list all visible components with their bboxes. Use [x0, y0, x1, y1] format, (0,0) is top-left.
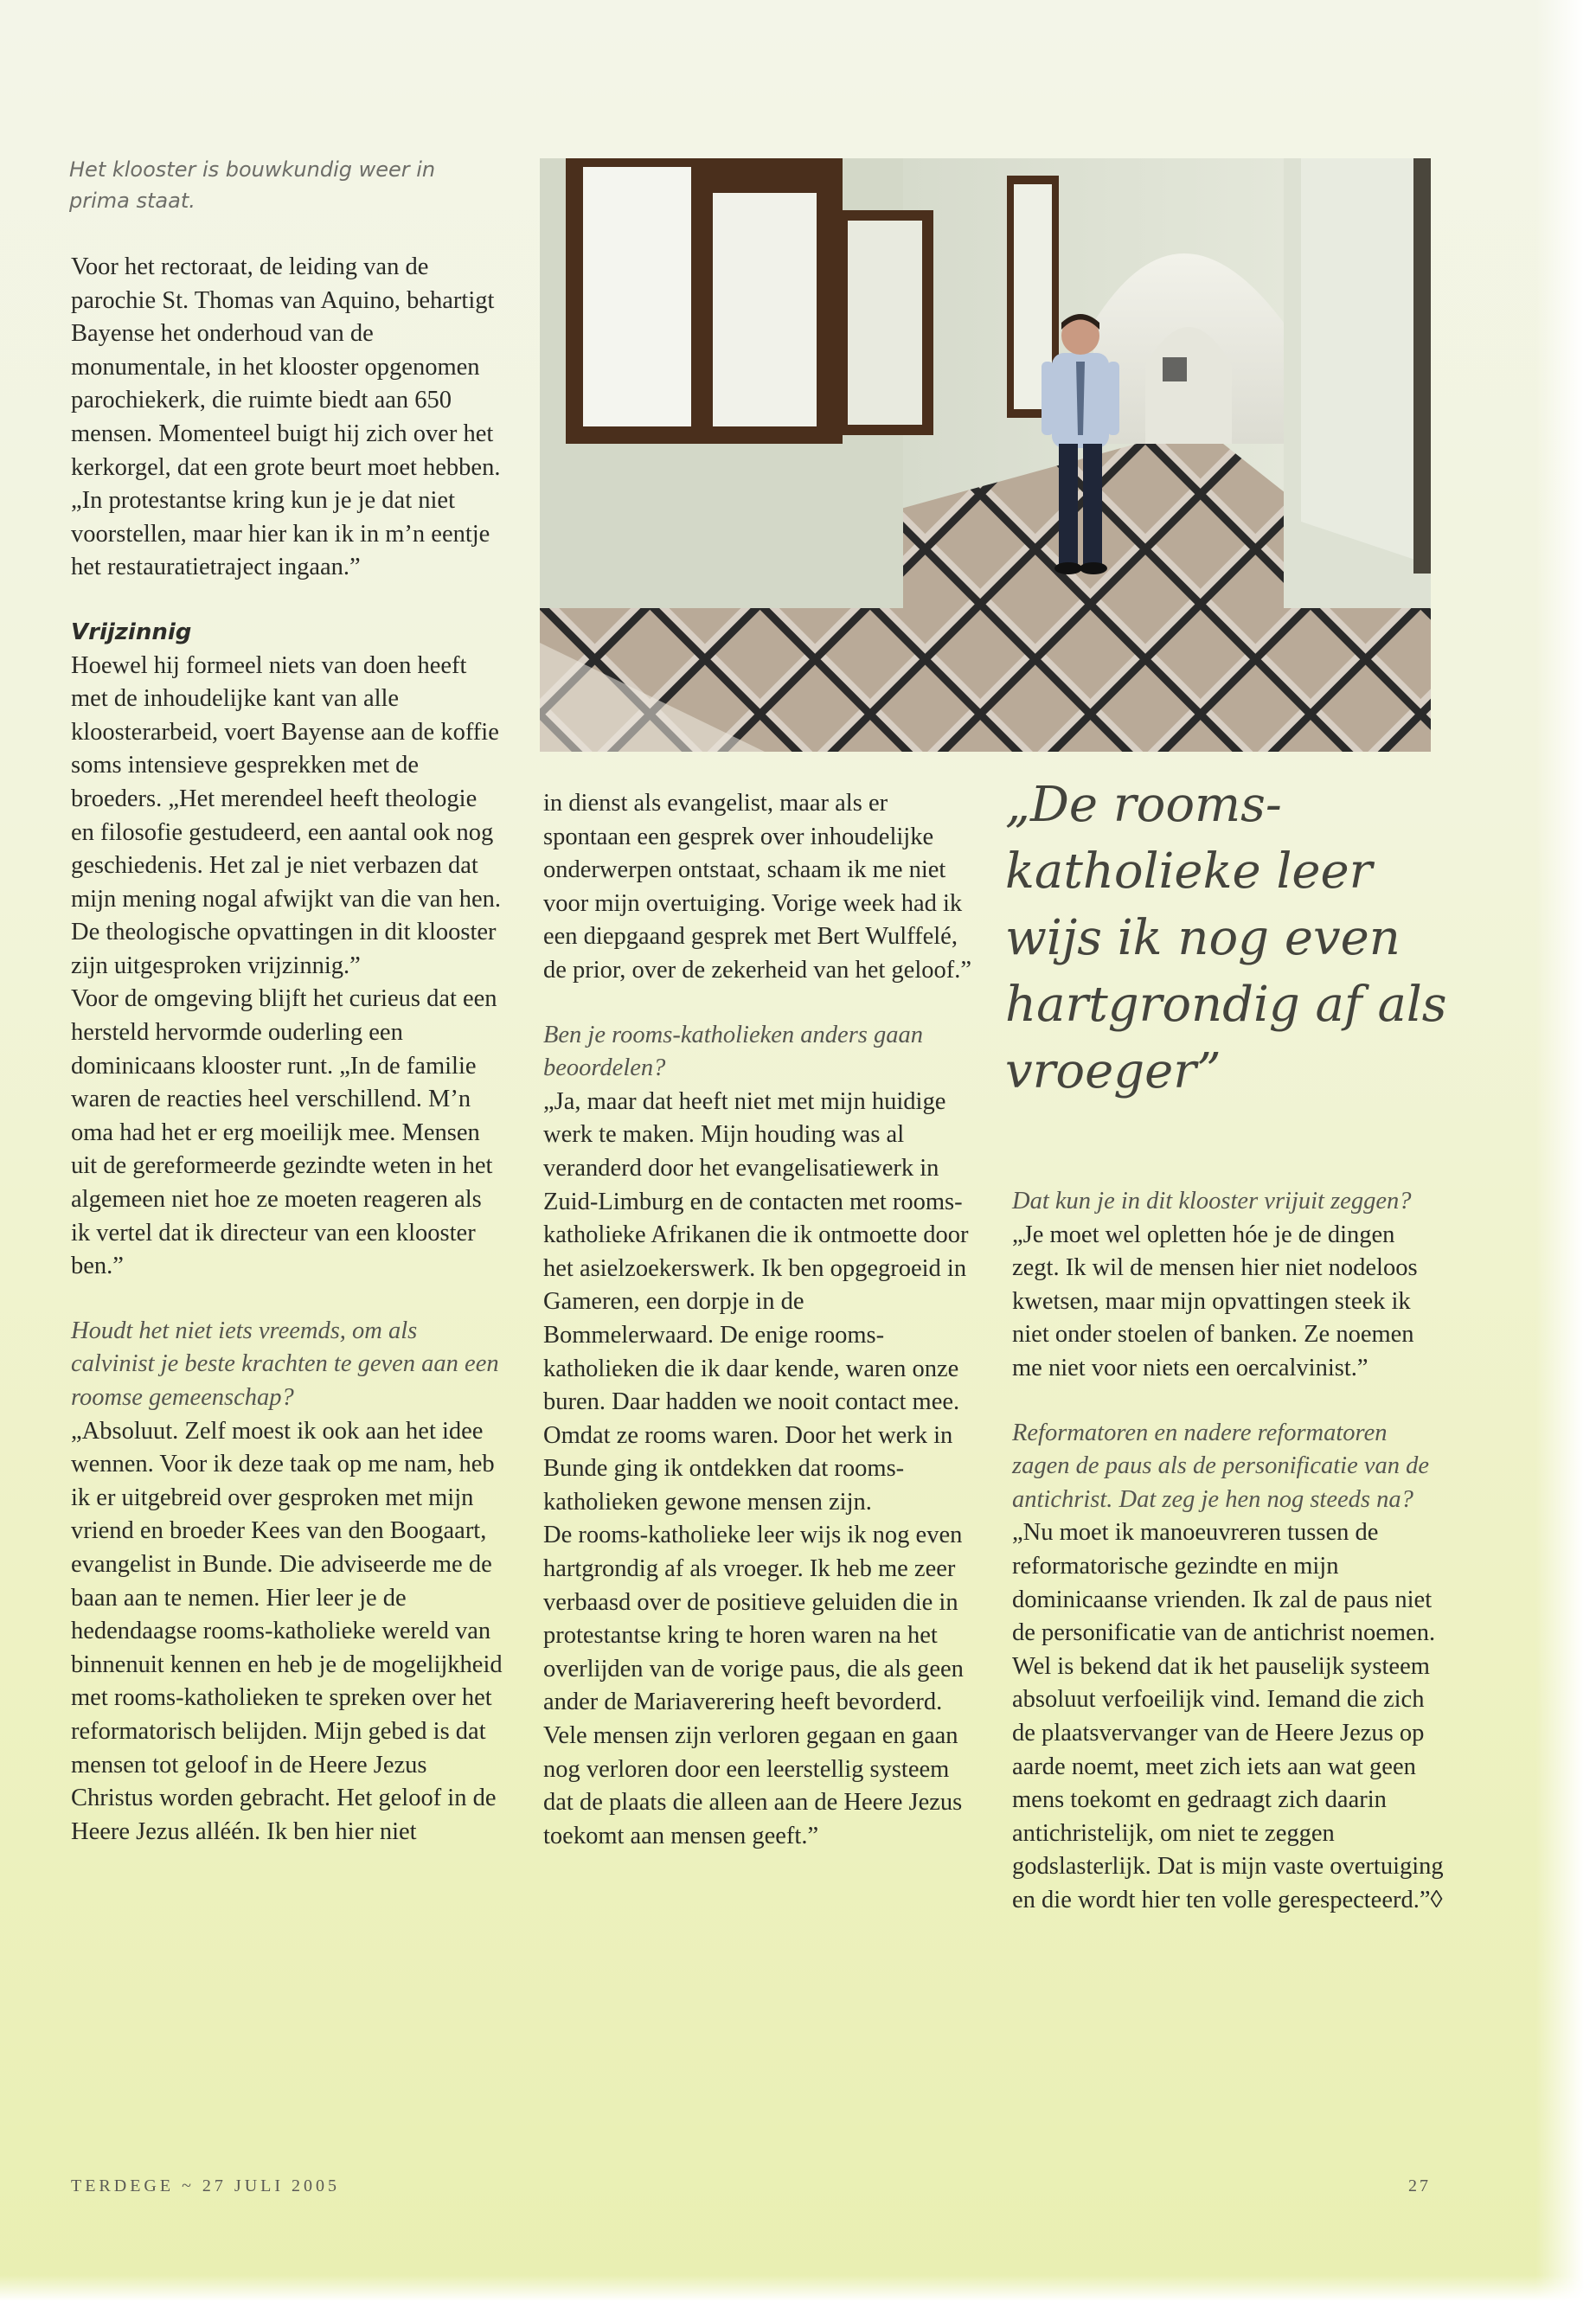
page-number: 27: [1408, 2176, 1431, 2195]
paragraph: De rooms-katholieke leer wijs ik nog even hartgrondig af als vroeger. Ik heb me zeer verbaasd over de positieve geluiden die in protestantse kring te horen waren na het overlijden van de vorige paus, die als geen ander de Mariaverering heeft bevorderd. Vele mensen zijn verloren gegaan en gaan nog verloren door een leerstellig systeem dat de plaats die alleen aan de Heere Jezus toekomt aan mensen geeft.”: [543, 1522, 964, 1849]
interview-question: Ben je rooms-katholieken anders gaan beoordelen?: [543, 1021, 924, 1082]
page-edge-right: [1535, 0, 1596, 2301]
paragraph: „Je moet wel opletten hóe je de dingen zegt. Ik wil de mensen hier niet nodeloos kwetsen, maar mijn opvattingen steek ik niet onder stoelen of banken. Ze noemen me niet voor niets een oercalvinist.”: [1012, 1221, 1418, 1381]
paragraph: Hoewel hij formeel niets van doen heeft met de inhoudelijke kant van alle kloosterarbeid, voert Bayense aan de koffie soms intensieve gesprekken met de broeders. „Het merendeel heeft theologie en filosofie gestudeerd, een aantal ook nog geschiedenis. Het zal je niet verbazen dat mijn mening nogal afwijkt van die van hen. De theologische opvattingen in dit klooster zijn uitgesproken vrijzinnig.”: [71, 651, 502, 979]
interview-question: Houdt het niet iets vreemds, om als calvinist je beste krachten te geven aan een roomse gemeenschap?: [71, 1317, 499, 1411]
paragraph: Voor de omgeving blijft het curieus dat een hersteld hervormde ouderling een dominicaans klooster runt. „In de familie waren de reacties heel verschillend. M’n oma had het er erg moeilijk mee. Mensen uit de gereformeerde gezindte weten in het algemeen niet hoe ze moeten reageren als ik vertel dat ik directeur van een klooster ben.”: [71, 985, 497, 1280]
paragraph: „Absoluut. Zelf moest ik ook aan het idee wennen. Voor ik deze taak op me nam, heb ik er uitgebreid over gesproken met mijn vriend en broeder Kees van den Boogaart, evangelist in Bunde. Die adviseerde me de baan aan te nemen. Hier leer je de hedendaagse rooms-katholieke wereld van binnenuit kennen en heb je de mogelijkheid met rooms-katholieken te spreken over het reformatorisch belijden. Mijn gebed is dat mensen tot geloof in de Heere Jezus Christus worden gebracht. Het geloof in de Heere Jezus alléén. Ik ben hier niet: [71, 1417, 503, 1845]
paragraph: „Ja, maar dat heeft niet met mijn huidige werk te maken. Mijn houding was al veranderd door het evangelisatiewerk in Zuid-Limburg en de contacten met rooms-katholieke Afrikanen die ik ontmoette door het asielzoekerswerk. Ik ben opgegroeid in Gameren, een dorpje in de Bommelerwaard. De enige rooms-katholieken die ik daar kende, waren onze buren. Daar hadden we nooit contact mee. Omdat ze rooms waren. Door het werk in Bunde ging ik ontdekken dat rooms-katholieken gewone mensen zijn.: [543, 1087, 969, 1516]
interview-question: Dat kun je in dit klooster vrijuit zeggen?: [1012, 1188, 1412, 1215]
column-3: [1012, 1185, 1445, 1917]
photo-caption: Het klooster is bouwkundig weer in prima staat.: [69, 157, 436, 213]
column-2: [543, 787, 976, 1853]
pull-quote: „De rooms-katholieke leer wijs ik nog even hartgrondig af als vroeger”: [1005, 777, 1447, 1099]
column-1: [71, 251, 503, 1849]
footer-magazine: TERDEGE ~ 27 JULI 2005: [71, 2176, 341, 2195]
paragraph: Voor het rectoraat, de leiding van de parochie St. Thomas van Aquino, behartigt Bayense het onderhoud van de monumentale, in het klooster opgenomen parochiekerk, die ruimte biedt aan 650 mensen. Momenteel buigt hij zich over het kerkorgel, dat een grote beurt moet hebben. „In protestantse kring kun je je dat niet voorstellen, maar hier kan ik in m’n eentje het restauratietraject ingaan.”: [71, 253, 501, 581]
paragraph: in dienst als evangelist, maar als er spontaan een gesprek over inhoudelijke onderwerpen ontstaat, schaam ik me niet voor mijn overtuiging. Vorige week had ik een diepgaand gesprek met Bert Wulffelé, de prior, over de zekerheid van het geloof.”: [543, 790, 972, 984]
article-photo: [540, 158, 1431, 752]
interview-question: Reformatoren en nadere reformatoren zagen de paus als de personificatie van de antichrist. Dat zeg je hen nog steeds na?: [1012, 1419, 1430, 1513]
paragraph: „Nu moet ik manoeuvreren tussen de reformatorische gezindte en mijn dominicaanse vrienden. Ik zal de paus niet de personificatie van de antichrist noemen. Wel is bekend dat ik het pauselijk systeem absoluut verfoeilijk vind. Iemand die zich de plaatsvervanger van de Heere Jezus op aarde noemt, meet zich iets aan wat geen mens toekomt en gedraagt zich daarin antichristelijk, om niet te zeggen godslasterlijk. Dat is mijn vaste overtuiging en die wordt hier ten volle gerespecteerd.”◊: [1012, 1519, 1444, 1913]
page-edge-bottom: [0, 2275, 1596, 2301]
subheading: Vrijzinnig: [71, 619, 192, 645]
